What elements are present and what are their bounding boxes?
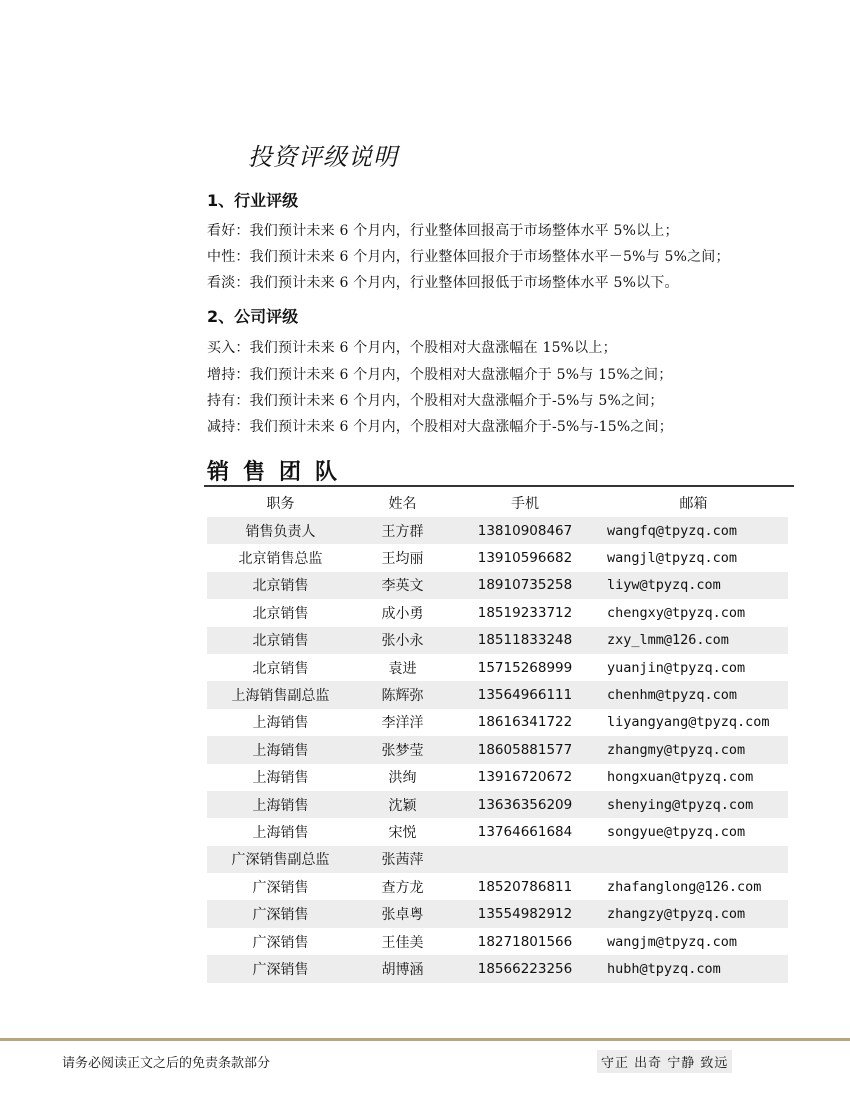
position-cell: 北京销售 — [252, 605, 309, 622]
name-cell: 查方龙 — [381, 879, 424, 896]
position-cell: 上海销售 — [252, 715, 309, 732]
name-cell: 成小勇 — [381, 605, 424, 622]
name-cell: 洪绚 — [388, 770, 417, 787]
table-row — [207, 709, 788, 736]
table-row — [207, 764, 788, 791]
position-cell: 北京销售总监 — [238, 551, 323, 568]
phone-cell — [451, 846, 599, 873]
phone-cell: 18511833248 — [451, 627, 599, 654]
name-cell: 张小永 — [354, 627, 451, 654]
name-cell: 张茜萍 — [354, 846, 451, 873]
table-row — [207, 928, 788, 955]
position-cell: 北京销售 — [207, 627, 354, 654]
email-cell: chenhm@tpyzq.com — [599, 681, 788, 708]
position-cell: 广深销售 — [207, 955, 354, 982]
name-cell: 张梦莹 — [354, 736, 451, 763]
phone-cell: 18616341722 — [477, 714, 573, 731]
table-header-row — [207, 488, 788, 517]
email-cell: hubh@tpyzq.com — [599, 955, 788, 982]
table-row — [207, 791, 788, 818]
phone-cell: 18520786811 — [477, 878, 573, 895]
email-cell: wangjm@tpyzq.com — [607, 933, 738, 950]
position-cell: 广深销售副总监 — [207, 846, 354, 873]
company-rating-line: 增持：我们预计未来 6 个月内，个股相对大盘涨幅介于 5%与 15%之间； — [207, 367, 673, 383]
sales-team-rows — [207, 517, 788, 983]
table-row — [207, 873, 788, 900]
company-rating-line: 买入：我们预计未来 6 个月内，个股相对大盘涨幅在 15%以上； — [207, 340, 617, 356]
table-row — [207, 544, 788, 571]
sales-title-divider — [204, 485, 794, 487]
table-row — [207, 572, 788, 599]
position-cell: 北京销售 — [207, 572, 354, 599]
table-row — [207, 846, 788, 873]
phone-cell: 18910735258 — [451, 572, 599, 599]
position-cell: 上海销售 — [252, 770, 309, 787]
phone-cell: 18271801566 — [477, 933, 573, 950]
email-cell: shenying@tpyzq.com — [599, 791, 788, 818]
phone-cell: 18605881577 — [451, 736, 599, 763]
email-cell: zxy_lmm@126.com — [599, 627, 788, 654]
name-cell: 王方群 — [354, 517, 451, 544]
footer-divider — [0, 1038, 850, 1041]
name-cell: 宋悦 — [388, 824, 417, 841]
column-header-phone: 手机 — [511, 495, 539, 512]
phone-cell: 15715268999 — [477, 659, 573, 676]
table-row — [207, 627, 788, 654]
email-cell: wangjl@tpyzq.com — [607, 550, 738, 567]
email-cell: yuanjin@tpyzq.com — [607, 659, 746, 676]
company-rating-line: 持有：我们预计未来 6 个月内，个股相对大盘涨幅介于-5%与 5%之间； — [207, 393, 664, 409]
position-cell: 上海销售 — [252, 824, 309, 841]
table-row — [207, 654, 788, 681]
email-cell: zhangzy@tpyzq.com — [599, 900, 788, 927]
phone-cell: 18566223256 — [451, 955, 599, 982]
table-row — [207, 681, 788, 708]
position-cell: 上海销售 — [207, 736, 354, 763]
email-cell: liyw@tpyzq.com — [599, 572, 788, 599]
table-row — [207, 818, 788, 845]
position-cell: 广深销售 — [207, 900, 354, 927]
column-header-position: 职务 — [266, 495, 295, 512]
phone-cell: 13554982912 — [451, 900, 599, 927]
industry-rating-line: 看好：我们预计未来 6 个月内，行业整体回报高于市场整体水平 5%以上； — [207, 223, 679, 239]
company-rating-line: 减持：我们预计未来 6 个月内，个股相对大盘涨幅介于-5%与-15%之间； — [207, 419, 673, 435]
email-cell: hongxuan@tpyzq.com — [607, 769, 754, 786]
name-cell: 王均丽 — [381, 551, 424, 568]
name-cell: 李英文 — [354, 572, 451, 599]
email-cell: wangfq@tpyzq.com — [599, 517, 788, 544]
phone-cell: 13810908467 — [451, 517, 599, 544]
email-cell — [599, 846, 788, 873]
industry-rating-line: 看淡：我们预计未来 6 个月内，行业整体回报低于市场整体水平 5%以下。 — [207, 275, 679, 291]
name-cell: 陈辉弥 — [354, 681, 451, 708]
footer-motto: 守正 出奇 宁静 致远 — [597, 1050, 732, 1073]
name-cell: 袁进 — [388, 660, 417, 677]
position-cell: 销售负责人 — [207, 517, 354, 544]
name-cell: 王佳美 — [381, 934, 424, 951]
table-row — [207, 955, 788, 982]
email-cell: zhangmy@tpyzq.com — [599, 736, 788, 763]
email-cell: zhafanglong@126.com — [607, 878, 762, 895]
table-row — [207, 736, 788, 763]
phone-cell: 13916720672 — [477, 769, 573, 786]
phone-cell: 18519233712 — [477, 604, 573, 621]
email-cell: chengxy@tpyzq.com — [607, 604, 746, 621]
table-row — [207, 900, 788, 927]
position-cell: 北京销售 — [252, 660, 309, 677]
table-row — [207, 599, 788, 626]
name-cell: 张卓粤 — [354, 900, 451, 927]
table-row — [207, 517, 788, 544]
footer-disclaimer: 请务必阅读正文之后的免责条款部分 — [62, 1056, 271, 1071]
name-cell: 胡博涵 — [354, 955, 451, 982]
phone-cell: 13636356209 — [451, 791, 599, 818]
email-cell: liyangyang@tpyzq.com — [607, 714, 770, 731]
name-cell: 李洋洋 — [381, 715, 424, 732]
sales-team-title: 销售团队 — [207, 460, 352, 485]
sales-team-table — [207, 488, 788, 983]
column-header-name: 姓名 — [388, 495, 417, 512]
industry-rating-line: 中性：我们预计未来 6 个月内，行业整体回报介于市场整体水平－5%与 5%之间； — [207, 249, 730, 265]
industry-rating-heading: 1、行业评级 — [207, 191, 299, 210]
phone-cell: 13910596682 — [477, 550, 573, 567]
company-rating-heading: 2、公司评级 — [207, 307, 299, 326]
position-cell: 上海销售 — [207, 791, 354, 818]
position-cell: 广深销售 — [252, 879, 309, 896]
phone-cell: 13764661684 — [477, 823, 573, 840]
ratings-title: 投资评级说明 — [248, 143, 398, 171]
position-cell: 广深销售 — [252, 934, 309, 951]
position-cell: 上海销售副总监 — [207, 681, 354, 708]
email-cell: songyue@tpyzq.com — [607, 823, 746, 840]
name-cell: 沈颖 — [354, 791, 451, 818]
phone-cell: 13564966111 — [451, 681, 599, 708]
column-header-email: 邮箱 — [679, 495, 708, 512]
